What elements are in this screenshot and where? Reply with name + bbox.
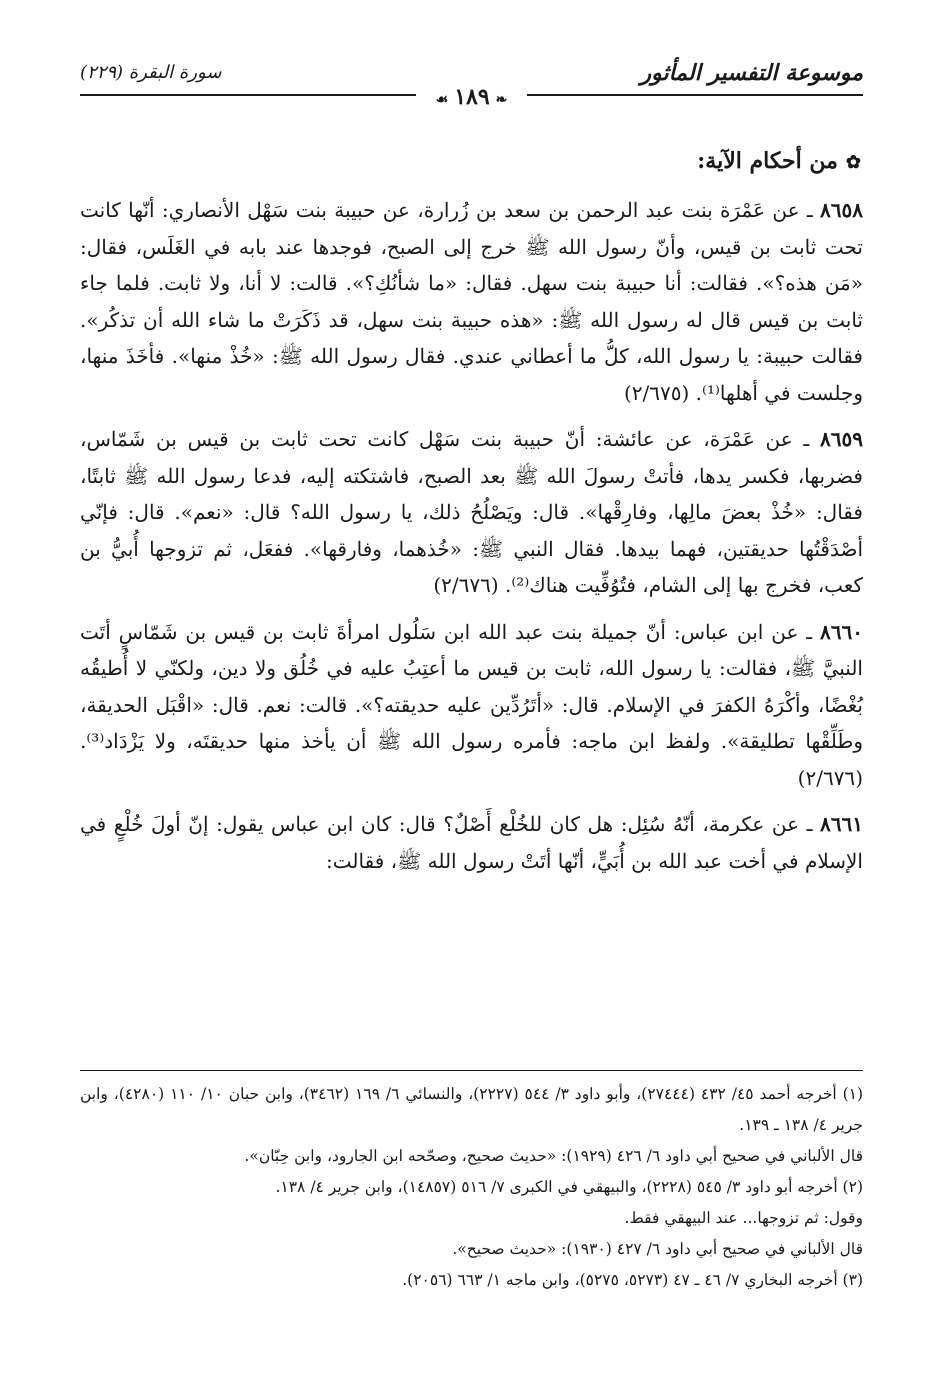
footnote: (٣) أخرجه البخاري ٧/ ٤٦ ـ ٤٧ (٥٢٧٣، ٥٢٧٥)، وابن ماجه ١/ ٦٦٣ (٢٠٥٦).: [402, 1271, 863, 1289]
hadith-text: ـ عن عكرمة، أنّهُ سُئِل: هل كان للخُلْع أَصْلٌ؟ قال: كان ابن عباس يقول: إنّ أولَ خُلْعٍ في الإسلام في أخت عبد الله بن أُبَيٍّ، أنّها أتَتْ رسول الله ﷺ، فقالت:: [80, 812, 863, 873]
hadith-paragraph: [80, 614, 863, 797]
footnote: (١) أخرجه أحمد ٤٥/ ٤٣٢ (٢٧٤٤٤)، وأبو داود ٣/ ٥٤٤ (٢٢٢٧)، والنسائي ٦/ ١٦٩ (٣٤٦٢)، وابن حبان ١٠/ ١١٠ (٤٢٨٠)، وابن جرير ٤/ ١٣٨ ـ ١٣٩.: [80, 1085, 864, 1134]
footnote: (٢) أخرجه أبو داود ٣/ ٥٤٥ (٢٢٢٨)، والبيهقي في الكبرى ٧/ ٥١٦ (١٤٨٥٧)، وابن جرير ٤/ ١٣٨.: [275, 1178, 863, 1196]
section-heading: [697, 148, 861, 174]
ornament-icon: ❧: [495, 92, 508, 108]
main-text: [80, 192, 863, 889]
page-number-ornament: [0, 84, 943, 110]
section-heading-text: من أحكام الآية:: [697, 148, 838, 174]
flower-ornament-icon: ✿: [845, 152, 861, 173]
surah-reference: سورة البقرة (٢٢٩): [80, 62, 222, 83]
hadith-text: ـ عن عَمْرَة، عن عائشة: أنّ حبيبة بنت سَهْل كانت تحت ثابت بن قيس بن شَمّاس، فضربها، فكسر يدها، فأتتْ رسولَ الله ﷺ بعد الصبح، فاشتكته إليه، فدعا رسول الله ﷺ ثابتًا، فقال: «خُذْ بعضَ مالِها، وفارِقْها». قال: ويَصْلُحُ ذلك، يا رسول الله؟ قال: «نعم». قال: فإنّي أصْدَقْتُها حديقتين، فهما بيدها. فقال النبي ﷺ: «خُذهما، وفارقها». ففعَل، ثم تزوجها أُبيُّ بن كعب، فخرج بها إلى الشام، فتُوُفِّيت هناك⁽²⁾. (٢/٦٧٦): [80, 427, 863, 597]
hadith-number: ٨٦٦٠: [820, 619, 864, 644]
hadith-paragraph: [80, 806, 863, 879]
book-title: موسوعة التفسير المأثور: [640, 60, 863, 86]
hadith-text: ـ عن ابن عباس: أنّ جميلة بنت عبد الله ابن سَلُول امرأةَ ثابت بن قيس بن شَمّاسٍ أتَت النبيَّ ﷺ، فقالت: يا رسول الله، ثابت بن قيس ما أعتِبُ عليه في خُلُق ولا دين، ولكنّي لا أُطيقُه بُغْضًا، وأكْرَهُ الكفرَ في الإسلام. قال: «أتَرُدِّين عليه حديقته؟». قالت: نعم. قال: «اقْبَل الحديقة، وطَلِّقْها تطليقة». ولفظ ابن ماجه: فأمره رسول الله ﷺ أن يأخذ منها حديقتَه، ولا يَزْدَاد⁽³⁾. (٢/٦٧٦): [80, 619, 863, 790]
footnotes: [80, 1070, 863, 1296]
hadith-paragraph: [80, 421, 863, 604]
footnote: قال الألباني في صحيح أبي داود ٦/ ٤٢٦ (١٩٢٩): «حديث صحيح، وصحّحه ابن الجارود، وابن حِبّان».: [244, 1147, 863, 1165]
hadith-number: ٨٦٦١: [820, 812, 863, 836]
page-number-box: [416, 84, 528, 110]
hadith-paragraph: [80, 192, 863, 411]
footnote: وقول: ثم تزوجها... عند البيهقي فقط.: [624, 1209, 863, 1227]
hadith-number: ٨٦٥٨: [820, 198, 863, 222]
page-number: ١٨٩: [454, 84, 490, 110]
hadith-text: ـ عن عَمْرَة بنت عبد الرحمن بن سعد بن زُرارة، عن حبيبة بنت سَهْل الأنصاري: أنّها كانت تحت ثابت بن قيس، وأنّ رسول الله ﷺ خرج إلى الصبح، فوجدها عند بابه في الغَلَس، فقال: «مَن هذه؟». فقالت: أنا حبيبة بنت سهل. فقال: «ما شأنُكِ؟». قالت: لا أنا، ولا ثابت. فلما جاء ثابت بن قيس قال له رسول الله ﷺ: «هذه حبيبة بنت سهل، قد ذَكَرَتْ ما شاء الله أن تذكُر». فقالت حبيبة: يا رسول الله، كلُّ ما أعطاني عندي. فقال رسول الله ﷺ: «خُذْ منها». فأخَذَ منها، وجلست في أهلها⁽¹⁾. (٢/٦٧٥): [80, 198, 863, 405]
ornament-icon: ☙: [435, 92, 449, 108]
hadith-number: ٨٦٥٩: [820, 427, 863, 451]
footnote: قال الألباني في صحيح أبي داود ٦/ ٤٢٧ (١٩٣٠): «حديث صحيح».: [452, 1240, 863, 1258]
